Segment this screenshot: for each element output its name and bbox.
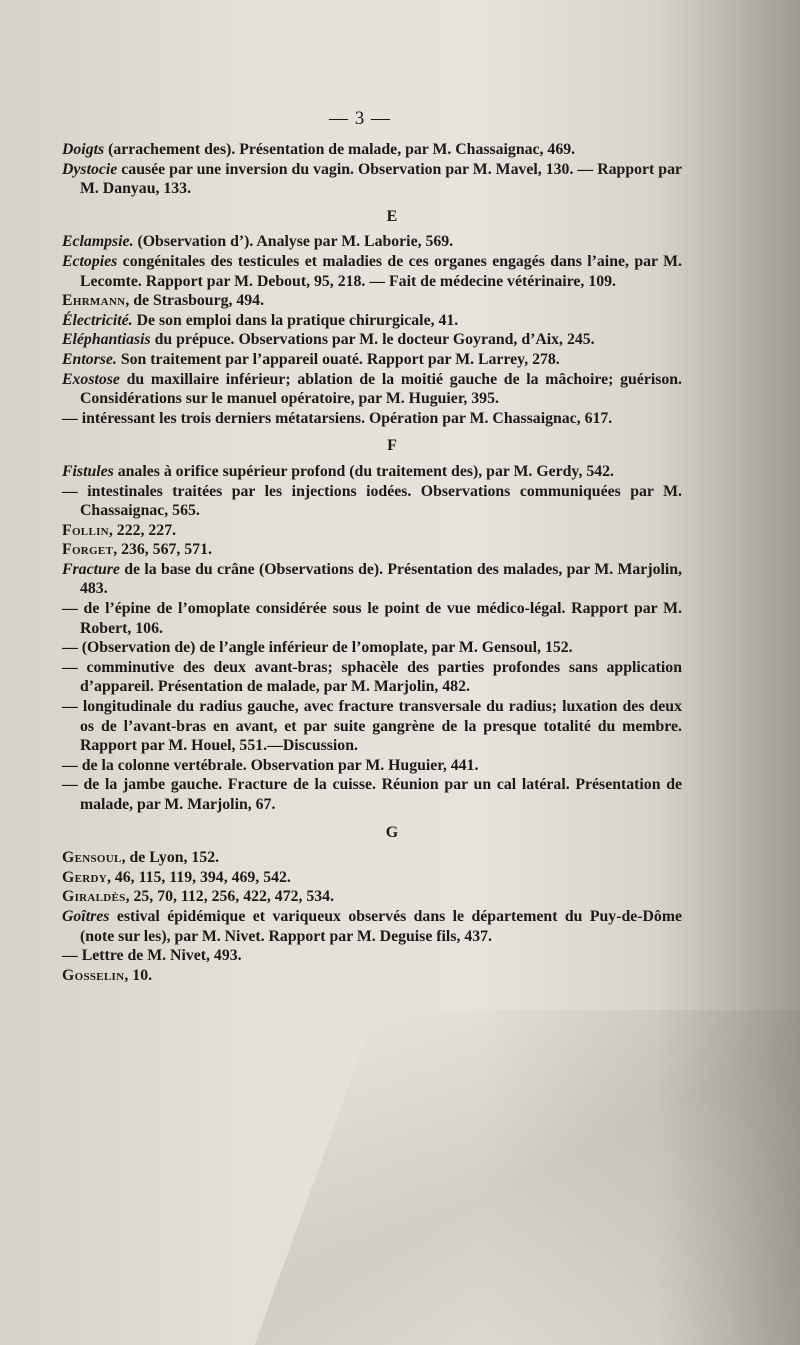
index-entry: [62, 946, 682, 966]
entry-heading: Gerdy: [62, 868, 107, 886]
entry-text: du prépuce. Observations par M. le docteur Goyrand, d’Aix, 245.: [150, 331, 595, 349]
index-entry: [62, 160, 682, 199]
entry-heading: Dystocie: [62, 160, 118, 178]
index-entry: [62, 560, 682, 599]
entry-text: du maxillaire inférieur; ablation de la moitié gauche de la mâchoire; guérison. Considérations sur le manuel opératoire, par M. Huguier, 395.: [80, 370, 682, 408]
section-letter: G: [385, 823, 399, 841]
index-entry: [62, 350, 682, 370]
paper-shadow: [224, 1010, 800, 1345]
index-entry: [62, 482, 682, 521]
index-entry: [62, 599, 682, 638]
index-entry: [62, 462, 682, 482]
entry-text: , 222, 227.: [108, 521, 177, 539]
entry-text: , 10.: [124, 966, 153, 984]
entry-heading: Entorse.: [62, 350, 117, 368]
index-entry: [62, 887, 682, 907]
index-entry: [62, 330, 682, 350]
index-entry: [62, 697, 682, 756]
entry-heading: Follin: [62, 521, 109, 539]
index-entry: [62, 252, 682, 291]
index-entry: [62, 409, 682, 429]
entry-heading: Gensoul: [62, 849, 122, 867]
entry-heading: Eléphantiasis: [62, 331, 151, 349]
entry-text: , 25, 70, 112, 256, 422, 472, 534.: [125, 888, 335, 906]
entry-text: , de Lyon, 152.: [121, 849, 220, 867]
index-entry: [62, 521, 682, 541]
entry-text: (Observation d’). Analyse par M. Laborie, 569.: [133, 233, 454, 251]
section-letter: F: [387, 437, 397, 455]
entry-heading: Ehrmann: [62, 292, 126, 310]
index-section: [62, 823, 682, 986]
index-entry: [62, 638, 682, 658]
entry-heading: Exostose: [62, 370, 120, 388]
entry-heading: Goîtres: [62, 907, 110, 925]
index-entry: [62, 232, 682, 252]
page-number: — 3 —: [329, 108, 391, 129]
entry-text: — de la jambe gauche. Fracture de la cuisse. Réunion par un cal latéral. Présentation de malade, par M. Marjolin, 67.: [62, 776, 682, 813]
entry-text: congénitales des testicules et maladies de ces organes engagés dans l’aine, par M. Lecomte. Rapport par M. Debout, 95, 218. — Fait de médecine vétérinaire, 109.: [80, 252, 682, 290]
entry-text: — de la colonne vertébrale. Observation par M. Huguier, 441.: [62, 756, 479, 774]
index-entry: [62, 540, 682, 560]
index-entry: [62, 775, 682, 814]
entry-text: Son traitement par l’appareil ouaté. Rapport par M. Larrey, 278.: [116, 350, 560, 368]
index-section: [62, 436, 682, 814]
index-entry: [62, 658, 682, 697]
entry-text: de la base du crâne (Observations de). Présentation des malades, par M. Marjolin, 483.: [80, 560, 682, 598]
section-letter: E: [386, 207, 398, 225]
entry-text: , 46, 115, 119, 394, 469, 542.: [106, 868, 291, 886]
index-entry: [62, 291, 682, 311]
entry-text: — de l’épine de l’omoplate considérée sous le point de vue médico-légal. Rapport par M. Robert, 106.: [62, 600, 682, 637]
entry-heading: Forget: [62, 541, 114, 559]
entry-text: — intestinales traitées par les injections iodées. Observations communiquées par M. Chassaignac, 565.: [62, 482, 682, 520]
entry-heading: Fistules: [62, 462, 114, 480]
entry-text: — intéressant les trois derniers métatarsiens. Opération par M. Chassaignac, 617.: [62, 409, 613, 427]
entry-text: — longitudinale du radius gauche, avec fracture transversale du radius; luxation des deux os de l’avant-bras en avant, et par suite gangrène de la presque totalité du membre. Rapport par M. Houel, 551.—Discussion.: [62, 698, 682, 755]
entry-text: — (Observation de) de l’angle inférieur de l’omoplate, par M. Gensoul, 152.: [62, 639, 573, 657]
index-entry: [62, 907, 682, 946]
entry-heading: Électricité.: [62, 311, 133, 329]
index-section: [62, 140, 682, 199]
index-entry: [62, 140, 682, 160]
entry-heading: Giraldès: [62, 888, 126, 906]
entry-heading: Gosselin: [62, 966, 125, 984]
index-content: [62, 140, 682, 985]
entry-text: anales à orifice supérieur profond (du traitement des), par M. Gerdy, 542.: [113, 462, 614, 480]
entry-heading: Eclampsie.: [62, 233, 134, 251]
entry-text: — comminutive des deux avant-bras; sphacèle des parties profondes sans application d’appareil. Présentation de malade, par M. Marjolin, 482.: [62, 658, 682, 696]
index-entry: [62, 848, 682, 868]
entry-text: causée par une inversion du vagin. Observation par M. Mavel, 130. — Rapport par M. Danyau, 133.: [80, 160, 682, 198]
index-section: [62, 207, 682, 429]
entry-text: (arrachement des). Présentation de malade, par M. Chassaignac, 469.: [104, 141, 576, 158]
entry-text: — Lettre de M. Nivet, 493.: [62, 947, 242, 965]
entry-text: , de Strasbourg, 494.: [125, 292, 265, 310]
entry-text: , 236, 567, 571.: [113, 541, 212, 559]
index-entry: [62, 966, 682, 986]
entry-text: De son emploi dans la pratique chirurgicale, 41.: [132, 311, 459, 329]
index-entry: [62, 868, 682, 888]
index-entry: [62, 370, 682, 409]
index-entry: [62, 756, 682, 776]
entry-heading: Fracture: [62, 560, 120, 578]
entry-heading: Doigts: [62, 141, 105, 158]
entry-text: estival épidémique et variqueux observés dans le département du Puy-de-Dôme (note sur les), par M. Nivet. Rapport par M. Deguise fils, 437.: [80, 907, 682, 945]
index-entry: [62, 311, 682, 331]
entry-heading: Ectopies: [62, 252, 118, 270]
